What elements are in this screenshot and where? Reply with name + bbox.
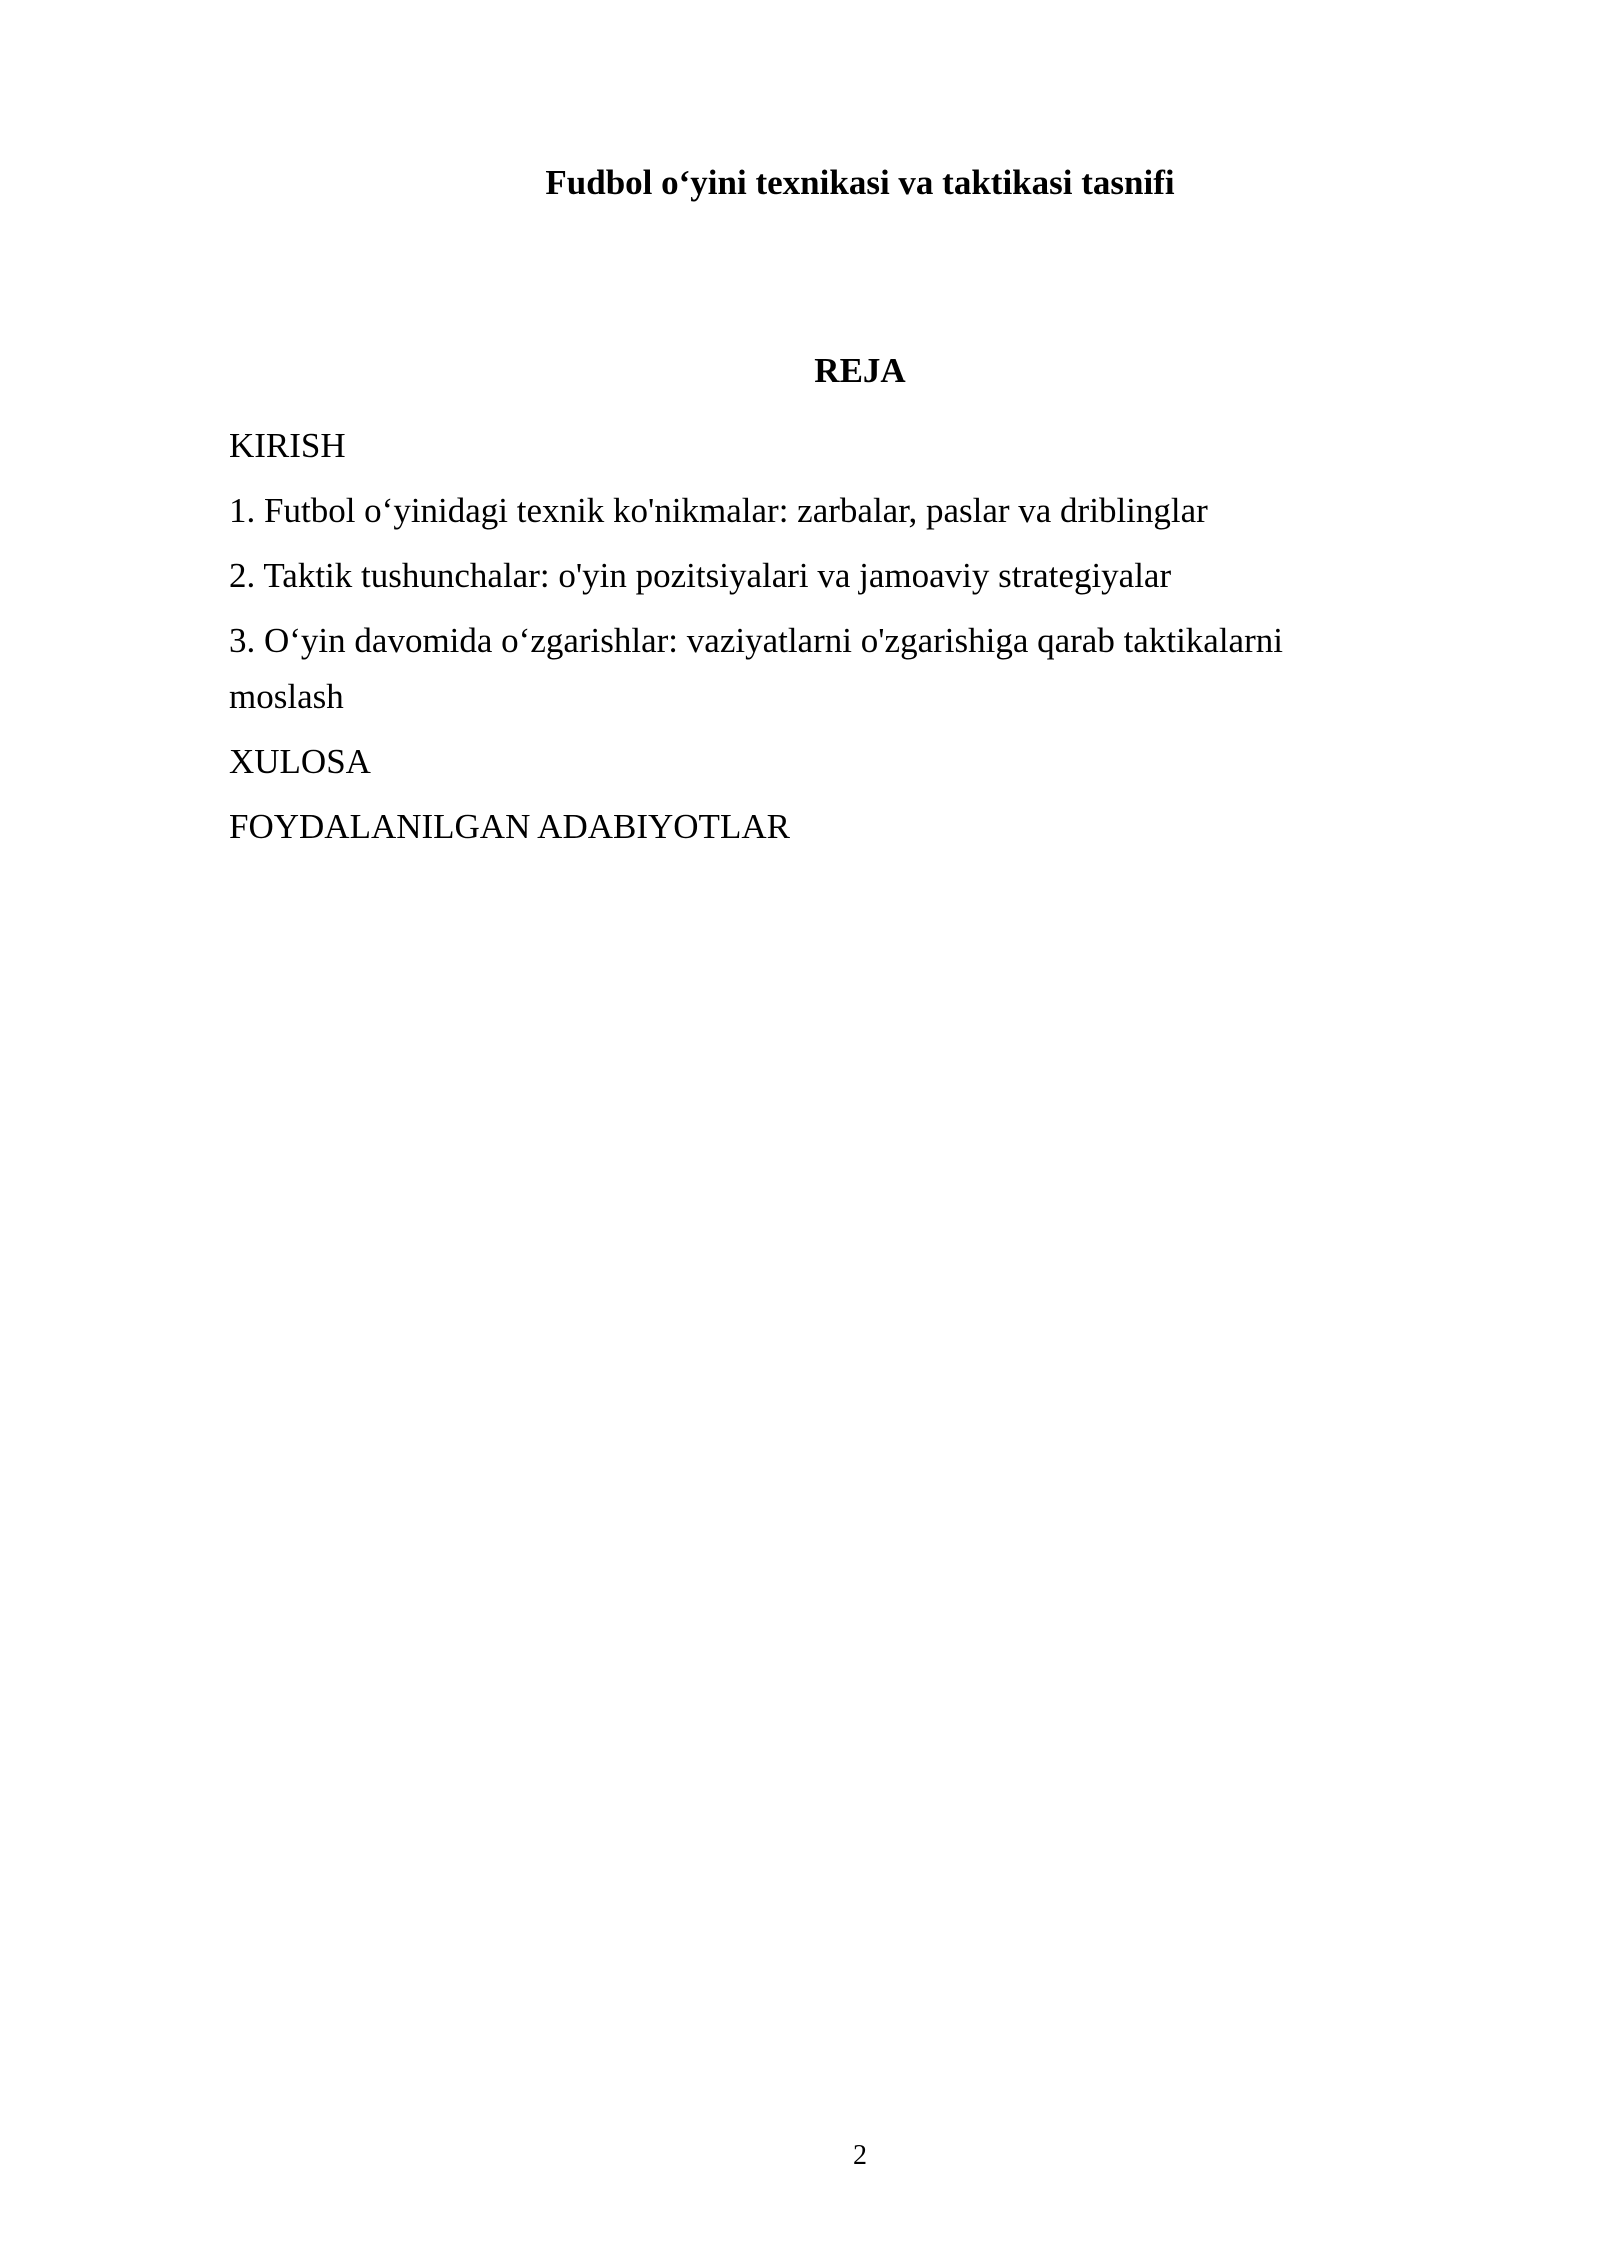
plan-list bbox=[229, 418, 1389, 864]
plan-item-tactical-concepts: 2. Taktik tushunchalar: o'yin pozitsiyalari va jamoaviy strategiyalar bbox=[229, 556, 1172, 595]
plan-item-in-game-changes: 3. O‘yin davomida o‘zgarishlar: vaziyatlarni o'zgarishiga qarab taktikalarni moslash bbox=[229, 621, 1283, 716]
plan-item-references: FOYDALANILGAN ADABIYOTLAR bbox=[229, 807, 790, 846]
plan-heading: REJA bbox=[814, 351, 906, 390]
page-number: 2 bbox=[853, 2140, 867, 2171]
plan-item-introduction: KIRISH bbox=[229, 426, 346, 465]
plan-item-conclusion: XULOSA bbox=[229, 742, 371, 781]
document-title: Fudbol o‘yini texnikasi va taktikasi tasnifi bbox=[545, 163, 1175, 202]
plan-item-technical-skills: 1. Futbol o‘yinidagi texnik ko'nikmalar: zarbalar, paslar va driblinglar bbox=[229, 491, 1208, 530]
